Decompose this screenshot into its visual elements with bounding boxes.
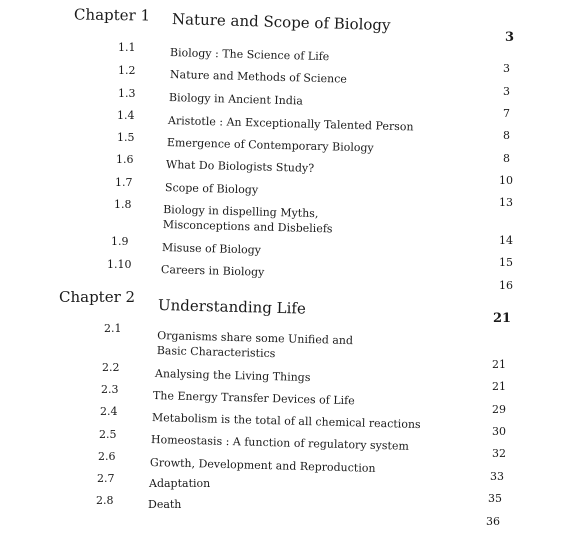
- section-page: 3: [503, 85, 510, 98]
- section-page: 36: [486, 515, 500, 528]
- section-title: Aristotle : An Exceptionally Talented Person: [167, 114, 414, 134]
- section-num: 2.6: [98, 450, 116, 463]
- section-title: What Do Biologists Study?: [165, 158, 315, 175]
- chapter-2-label: Chapter 2: [59, 288, 136, 306]
- section-page: 10: [499, 174, 513, 187]
- section-title: Careers in Biology: [160, 263, 265, 279]
- section-title: Adaptation: [149, 477, 211, 490]
- section-title: Nature and Methods of Science: [169, 68, 348, 86]
- section-title: Death: [148, 498, 182, 511]
- section-page: 7: [503, 107, 510, 120]
- section-page: 16: [499, 279, 513, 292]
- section-page: 8: [503, 129, 510, 142]
- section-title: Organisms share some Unified and Basic Characteristics: [156, 329, 354, 361]
- section-num: 2.4: [100, 405, 118, 418]
- section-page: 33: [490, 470, 504, 483]
- chapter-1-title: Nature and Scope of Biology: [171, 10, 391, 35]
- section-num: 1.6: [116, 153, 134, 166]
- section-num: 2.1: [104, 322, 122, 335]
- section-num: 2.2: [102, 361, 120, 374]
- section-num: 1.9: [111, 235, 129, 248]
- section-page: 3: [503, 62, 510, 75]
- section-num: 1.7: [115, 176, 133, 189]
- section-title: Biology in dispelling Myths, Misconceptions and Disbeliefs: [162, 203, 333, 236]
- section-page: 21: [492, 358, 506, 371]
- section-num: 1.2: [118, 64, 136, 77]
- section-num: 1.10: [107, 258, 132, 271]
- section-title: Metabolism is the total of all chemical reactions: [151, 411, 421, 432]
- section-num: 1.8: [114, 198, 132, 211]
- section-page: 29: [492, 403, 506, 416]
- section-page: 14: [499, 234, 513, 247]
- section-title: Emergence of Contemporary Biology: [166, 136, 374, 155]
- section-title: Misuse of Biology: [161, 241, 262, 257]
- section-page: 30: [492, 425, 506, 438]
- section-page: 15: [499, 256, 513, 269]
- section-num: 2.3: [101, 383, 119, 396]
- section-num: 1.5: [117, 131, 135, 144]
- chapter-1-label: Chapter 1: [73, 5, 151, 25]
- chapter-1-page: 3: [505, 30, 515, 45]
- section-title: Biology : The Science of Life: [169, 46, 330, 64]
- section-num: 1.3: [118, 87, 136, 100]
- section-num: 1.4: [117, 109, 135, 122]
- section-title: Analysing the Living Things: [154, 367, 311, 385]
- section-page: 13: [499, 196, 513, 209]
- section-title: Growth, Development and Reproduction: [149, 456, 376, 475]
- section-title: Biology in Ancient India: [168, 91, 304, 108]
- section-page: 8: [503, 152, 510, 165]
- section-num: 2.7: [97, 472, 115, 485]
- chapter-2-title: Understanding Life: [157, 296, 307, 318]
- section-title: Homeostasis : A function of regulatory system: [150, 433, 410, 453]
- section-page: 32: [492, 447, 506, 460]
- section-num: 2.5: [99, 428, 117, 441]
- section-page: 35: [488, 492, 502, 505]
- chapter-2-page: 21: [493, 311, 512, 326]
- section-title: The Energy Transfer Devices of Life: [152, 389, 355, 408]
- section-title: Scope of Biology: [164, 181, 259, 197]
- section-num: 2.8: [96, 494, 114, 507]
- section-num: 1.1: [118, 41, 136, 54]
- section-page: 21: [492, 380, 506, 393]
